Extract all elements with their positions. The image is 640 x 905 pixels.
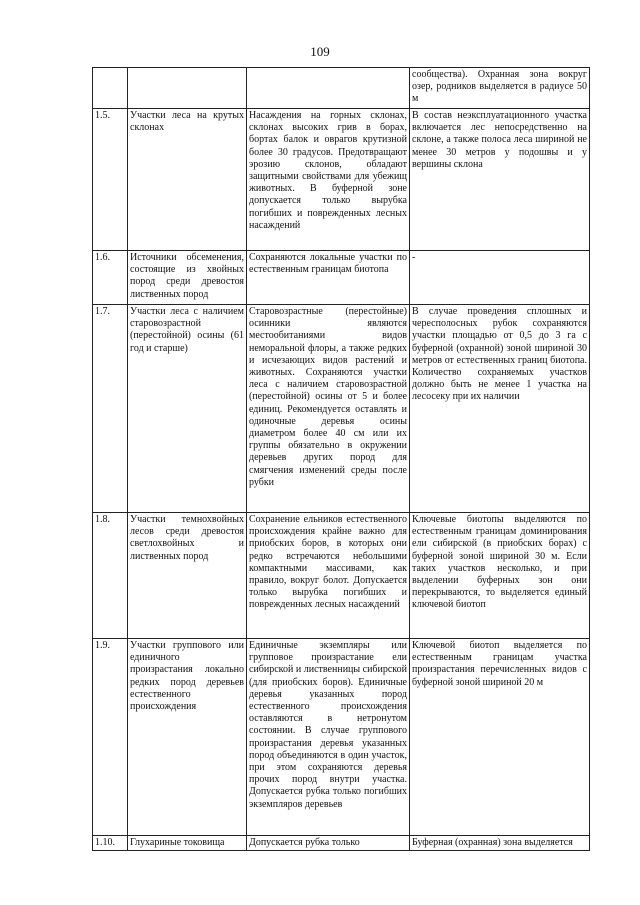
table-row <box>93 305 590 513</box>
page-number: 109 <box>310 44 330 59</box>
row-name: Глухариные токовища <box>128 836 247 851</box>
table-row <box>93 251 590 305</box>
row-note: Ключевые биотопы выделяются по естественным границам доминирования ели сибирской (в приобских борах) с буферной зоной шириной 30 м. Если таких участков несколько, и при выделении буферных зон они перекрываются, то выделяется единый ключевой биотоп <box>410 513 590 639</box>
table-row <box>93 109 590 251</box>
row-note: В состав неэксплуатационного участка включается лес непосредственно на склоне, а также полоса леса шириной не менее 30 метров у подошвы и у вершины склона <box>410 109 590 251</box>
row-note: Буферная (охранная) зона выделяется <box>410 836 590 851</box>
row-description <box>247 68 410 109</box>
row-note: - <box>410 251 590 305</box>
row-description: Допускается рубка только <box>247 836 410 851</box>
row-name: Участки темнохвойных лесов среди древостоя светлохвойных и лиственных пород <box>128 513 247 639</box>
row-number: 1.8. <box>93 513 128 639</box>
table-row <box>93 639 590 836</box>
row-number <box>93 68 128 109</box>
row-note: В случае проведения сплошных и чересполосных рубок сохраняются участки площадью от 0,5 до 3 га с буферной (охранной) зоной шириной 30 метров от естественных границ биотопа. Количество сохраняемых участков должно быть не менее 1 участка на лесосеку при их наличии <box>410 305 590 513</box>
table-row <box>93 836 590 851</box>
row-number: 1.9. <box>93 639 128 836</box>
row-name: Участки леса с наличием старовозрастной (перестойной) осины (61 год и старше) <box>128 305 247 513</box>
row-name: Участки группового или единичного произрастания локально редких пород деревьев естественного происхождения <box>128 639 247 836</box>
row-note: сообщества). Охранная зона вокруг озер, родников выделяется в радиусе 50 м <box>410 68 590 109</box>
row-description: Сохраняются локальные участки по естественным границам биотопа <box>247 251 410 305</box>
row-description: Старовозрастные (перестойные) осинники являются местообитаниями видов неморальной флоры, а также редких и исчезающих видов растений и животных. Сохраняются участки леса с наличием старовозрастной (перестойной) осины от 5 и более единиц. Рекомендуется оставлять и одиночные деревья осины диаметром более 40 см или их группы обязательно в окружении деревьев других пород для смягчения изменений среды после рубки <box>247 305 410 513</box>
row-description: Насаждения на горных склонах, склонах высоких грив в борах, бортах балок и оврагов крутизной более 30 градусов. Предотвращают эрозию склонов, обладают защитными свойствами для убежищ животных. В буферной зоне допускается только вырубка погибших и поврежденных лесных насаждений <box>247 109 410 251</box>
row-description: Сохранение ельников естественного происхождения крайне важно для приобских боров, в которых они редко встречаются небольшими компактными массивами, как правило, вокруг болот. Допускается только вырубка погибших и поврежденных лесных насаждений <box>247 513 410 639</box>
row-number: 1.6. <box>93 251 128 305</box>
row-name: Источники обсеменения, состоящие из хвойных пород среди древостоя лиственных пород <box>128 251 247 305</box>
row-note: Ключевой биотоп выделяется по естественным границам участка произрастания перечисленных видов с буферной зоной шириной 20 м <box>410 639 590 836</box>
row-number: 1.10. <box>93 836 128 851</box>
row-name: Участки леса на крутых склонах <box>128 109 247 251</box>
table-row <box>93 68 590 109</box>
table-row <box>93 513 590 639</box>
row-name <box>128 68 247 109</box>
row-number: 1.5. <box>93 109 128 251</box>
document-table <box>92 67 590 851</box>
row-description: Единичные экземпляры или групповое произрастание ели сибирской и лиственницы сибирской (для приобских боров). Единичные деревья указанных пород естественного происхождения оставляются в нетронутом состоянии. В случае группового произрастания деревья указанных пород объединяются в один участок, при этом сохраняются деревья прочих пород внутри участка. Допускается рубка только погибших экземпляров деревьев <box>247 639 410 836</box>
row-number: 1.7. <box>93 305 128 513</box>
